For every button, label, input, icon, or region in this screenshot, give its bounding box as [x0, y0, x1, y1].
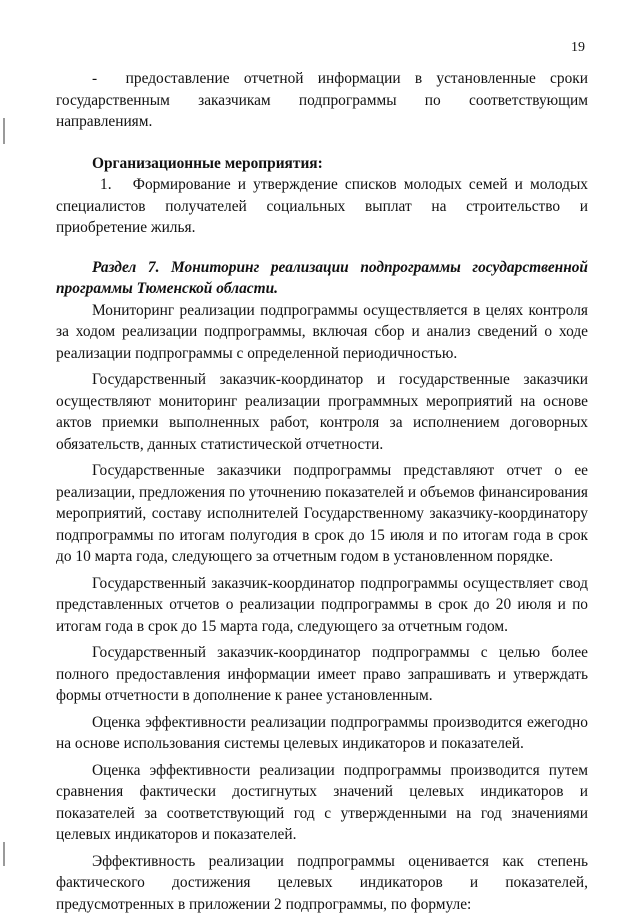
- paragraph: Государственный заказчик-координатор подпрограммы с целью более полного предоставления информации имеет право запрашивать и утверждать формы отчетности в дополнение к ранее установленным.: [56, 642, 588, 707]
- paragraph: Эффективность реализации подпрограммы оценивается как степень фактического достижения целевых индикаторов и показателей, предусмотренных в приложении 2 подпрограммы, по формуле:: [56, 851, 588, 915]
- org-measures-heading: Организационные мероприятия:: [56, 153, 588, 175]
- dash-list-item: - предоставление отчетной информации в установленные сроки государственным заказчикам подпрограммы по соответствующим направлениям.: [56, 68, 588, 133]
- document-body: [56, 68, 588, 915]
- page-number: 19: [571, 37, 585, 59]
- paragraph: Государственный заказчик-координатор подпрограммы осуществляет свод представленных отчетов о реализации подпрограммы в срок до 20 июля и по итогам года в срок до 15 марта года, следующего за отчетным годом.: [56, 573, 588, 638]
- paragraph: Оценка эффективности реализации подпрограммы производится ежегодно на основе использования системы целевых индикаторов и показателей.: [56, 712, 588, 755]
- section-title: Раздел 7. Мониторинг реализации подпрограммы государственной программы Тюменской области.: [56, 257, 588, 300]
- paragraph: Мониторинг реализации подпрограммы осуществляется в целях контроля за ходом реализации подпрограммы, включая сбор и анализ сведений о ходе реализации подпрограммы с определенной периодичностью.: [56, 300, 588, 365]
- scan-edge-mark: [3, 118, 5, 144]
- paragraph: Государственные заказчики подпрограммы представляют отчет о ее реализации, предложения по уточнению показателей и объемов финансирования мероприятий, составу исполнителей Государственному заказчику-координатору подпрограммы по итогам полугодия в срок до 15 июля и по итогам года в срок до 10 марта года, следующего за отчетным годом в установленном порядке.: [56, 460, 588, 568]
- paragraph: Государственный заказчик-координатор и государственные заказчики осуществляют мониторинг реализации программных мероприятий на основе актов приемки выполненных работ, контроля за исполнением договорных обязательств, данных статистической отчетности.: [56, 369, 588, 455]
- paragraph: Оценка эффективности реализации подпрограммы производится путем сравнения фактически достигнутых значений целевых индикаторов и показателей за соответствующий год с утвержденными на год значениями целевых индикаторов и показателей.: [56, 760, 588, 846]
- numbered-list-item: 1. Формирование и утверждение списков молодых семей и молодых специалистов получателей социальных выплат на строительство и приобретение жилья.: [56, 174, 588, 239]
- scan-edge-mark: [3, 842, 5, 866]
